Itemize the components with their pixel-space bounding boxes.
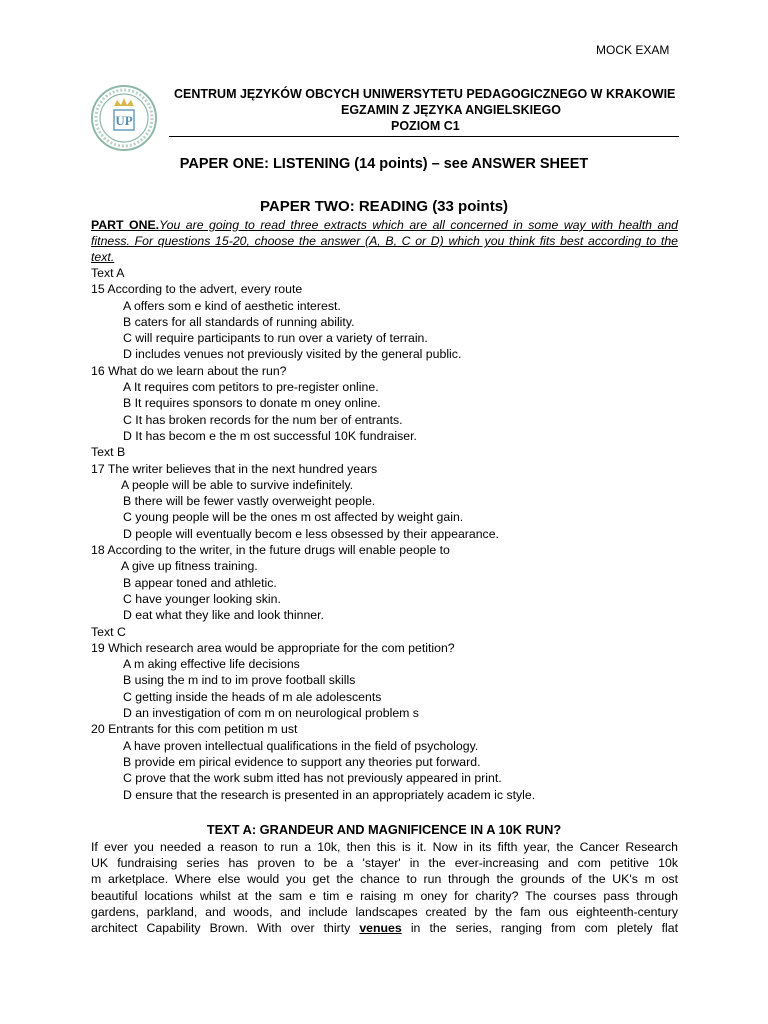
exam-level: POZIOM C1 — [391, 119, 460, 133]
svg-text:UP: UP — [115, 113, 133, 128]
option-18b: B appear toned and athletic. — [123, 575, 277, 590]
paragraph-line: UK fundraising series has proven to be a 'stayer' in the ever-increasing and com petitive 10k — [91, 856, 678, 871]
option-20b: B provide em pirical evidence to support any theories put forward. — [123, 754, 481, 769]
last-line-end: in the series, ranging from com pletely flat — [410, 920, 678, 935]
institution-name: CENTRUM JĘZYKÓW OBCYCH UNIWERSYTETU PEDAGOGICZNEGO W KRAKOWIE — [174, 87, 676, 101]
option-20c: C prove that the work subm itted has not previously appeared in print. — [123, 771, 502, 786]
text-b-heading: Text B — [91, 445, 126, 460]
text-a-paragraph — [91, 839, 678, 936]
option-20d: D ensure that the research is presented in an appropriately academ ic style. — [123, 787, 536, 802]
option-17a: A people will be able to survive indefinitely. — [121, 477, 354, 492]
last-line-start: architect Capability Brown. With over thirty — [91, 920, 351, 935]
exam-name: EGZAMIN Z JĘZYKA ANGIELSKIEGO — [341, 103, 561, 117]
instructions-text: You are going to read three extracts which are all concerned in some way with health and fitness. For questions 15-20, choose the answer (A, B, C or D) which you think fits best according to the text. — [91, 218, 679, 265]
option-19b: B using the m ind to im prove football skills — [123, 673, 356, 688]
option-19d: D an investigation of com m on neurological problem s — [123, 706, 419, 721]
option-15c: C will require participants to run over a variety of terrain. — [123, 331, 428, 346]
option-17c: C young people will be the ones m ost affected by weight gain. — [123, 510, 464, 525]
header-divider — [169, 136, 679, 137]
question-18: 18 According to the writer, in the future drugs will enable people to — [91, 543, 450, 558]
option-18a: A give up fitness training. — [121, 559, 258, 574]
option-16d: D It has becom e the m ost successful 10K fundraiser. — [123, 428, 417, 443]
paragraph-line: gardens, parkland, and woods, and include landscapes created by the fam ous eighteenth-century — [91, 904, 678, 919]
mock-exam-label: MOCK EXAM — [596, 43, 670, 57]
option-16c: C It has broken records for the num ber of entrants. — [123, 412, 403, 427]
option-15a: A offers som e kind of aesthetic interest. — [123, 298, 341, 313]
option-18c: C have younger looking skin. — [123, 591, 281, 606]
option-19a: A m aking effective life decisions — [123, 657, 300, 672]
part-one-label: PART ONE. — [91, 218, 160, 232]
paper-two-title: PAPER TWO: READING (33 points) — [259, 198, 509, 215]
question-15: 15 According to the advert, every route — [91, 282, 303, 297]
question-16: 16 What do we learn about the run? — [91, 363, 287, 378]
question-17: 17 The writer believes that in the next hundred years — [91, 461, 378, 476]
paragraph-line: If ever you needed a reason to run a 10k, then this is it. Now in its fifth year, the Cancer Research — [91, 840, 678, 854]
paper-one-title: PAPER ONE: LISTENING (14 points) – see ANSWER SHEET — [179, 156, 589, 172]
questions-list — [91, 265, 691, 803]
paragraph-line — [91, 920, 678, 936]
venues-highlight: venues — [359, 920, 402, 935]
university-seal-icon — [90, 84, 158, 152]
option-19c: C getting inside the heads of m ale adolescents — [123, 689, 382, 704]
option-20a: A have proven intellectual qualifications in the field of psychology. — [123, 738, 479, 753]
option-16b: B It requires sponsors to donate m oney online. — [123, 396, 381, 411]
paragraph-line: beautiful locations whilst at the sam e tim e raising m oney for charity? The courses pass through — [91, 888, 678, 903]
question-20: 20 Entrants for this com petition m ust — [91, 722, 298, 737]
text-c-heading: Text C — [91, 624, 126, 639]
paragraph-line: m arketplace. Where else would you get the chance to run through the grounds of the UK's m ost — [91, 872, 678, 887]
question-19: 19 Which research area would be appropriate for the com petition? — [91, 640, 455, 655]
university-logo — [90, 84, 158, 152]
option-17d: D people will eventually becom e less obsessed by their appearance. — [123, 526, 499, 541]
option-18d: D eat what they like and look thinner. — [123, 608, 324, 623]
part-one-instructions — [91, 217, 678, 266]
option-15d: D includes venues not previously visited by the general public. — [123, 347, 462, 362]
text-a-heading: Text A — [91, 266, 125, 280]
option-15b: B caters for all standards of running ability. — [123, 314, 355, 329]
option-17b: B there will be fewer vastly overweight people. — [123, 494, 376, 509]
text-a-title: TEXT A: GRANDEUR AND MAGNIFICENCE IN A 10K RUN? — [206, 822, 562, 837]
option-16a: A It requires com petitors to pre-register online. — [123, 380, 379, 395]
